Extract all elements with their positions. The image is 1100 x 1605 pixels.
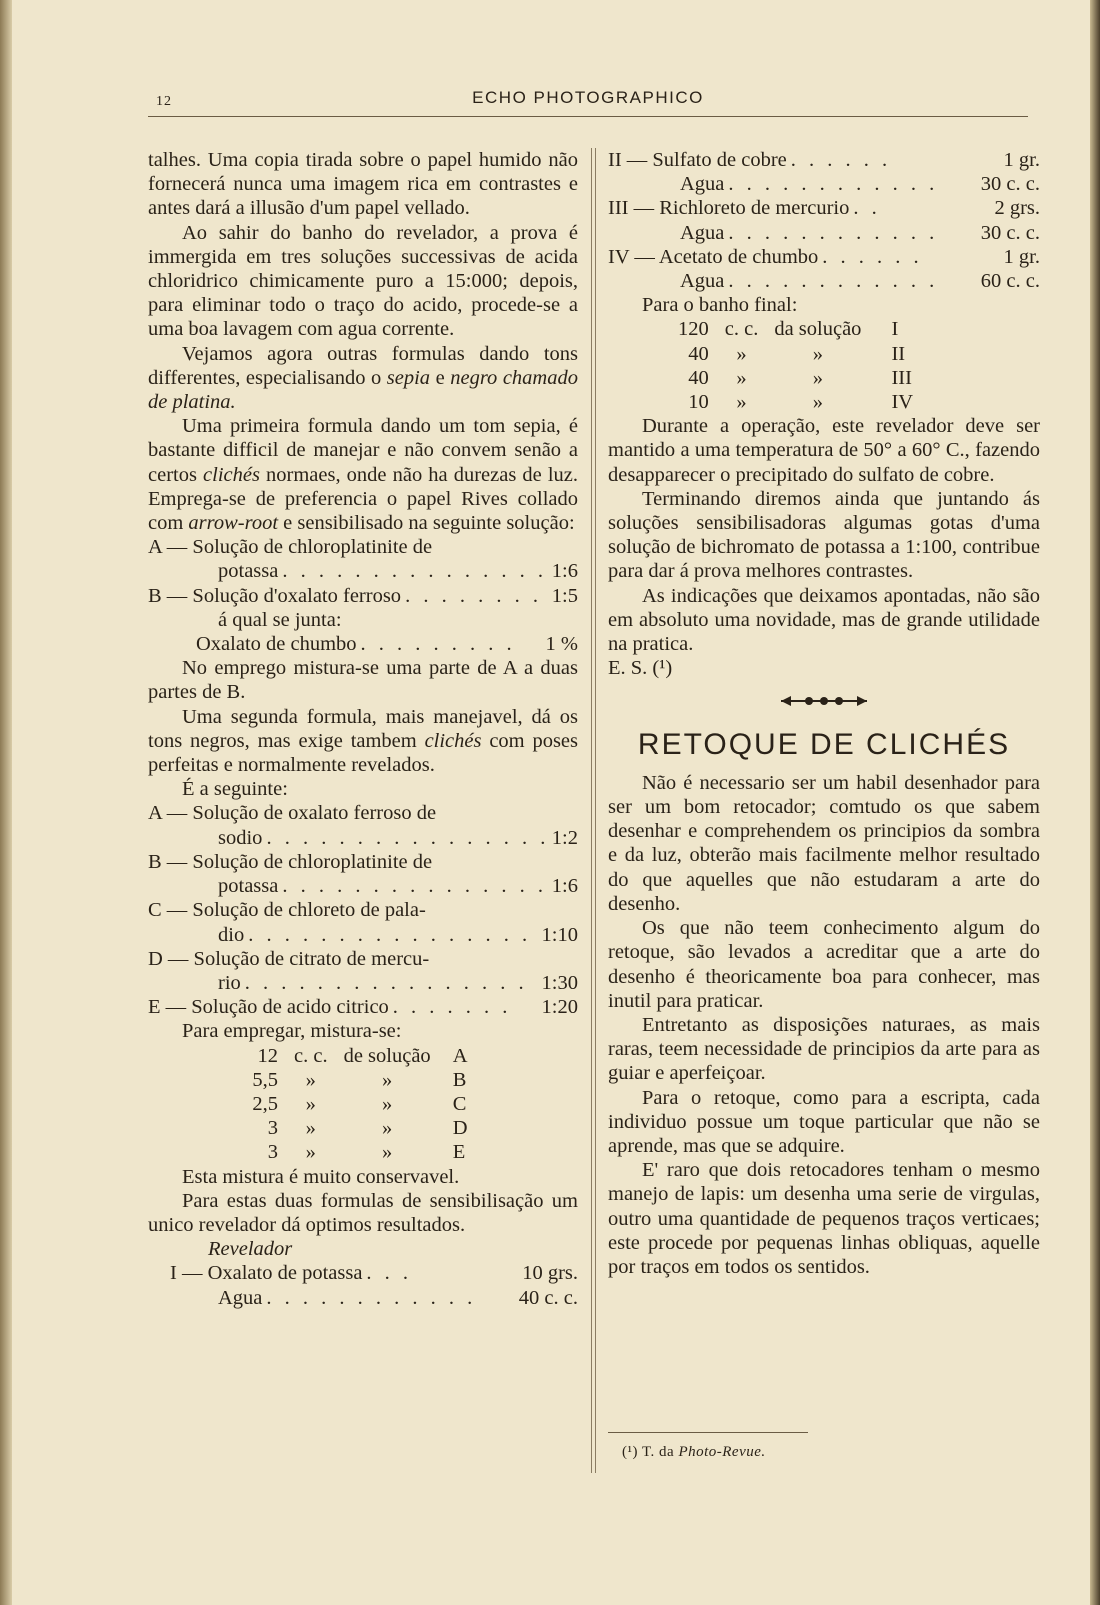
revelador-heading: Revelador (208, 1238, 293, 1261)
signature: E. S. (¹) (608, 657, 673, 680)
table-row: 120 c. c. da solução I (678, 318, 899, 341)
table-row: 2,5 » » C (252, 1092, 467, 1115)
page-header (148, 86, 1028, 116)
header-rule (148, 116, 1028, 117)
footnote: (¹) T. da Photo-Revue. (622, 1444, 766, 1460)
ornament-icon (779, 694, 869, 708)
page-edge-left (0, 0, 12, 1605)
paragraph: Ao sahir do banho do revelador, a prova é immergida em tres soluções successivas de acida chloridrico chimicamente puro a 15:000; depois, para eliminar todo o traço do acido, procede-se a uma boa lavagem com agua corrente. (148, 221, 578, 341)
page-edge-right (1090, 0, 1100, 1605)
table-row: 40 » » III (688, 366, 912, 389)
paragraph: Os que não teem conhecimento algum do retoque, são levados a acreditar que a arte do desenho é theoricamente boa para conhecer, mas inutil para praticar. (608, 917, 1040, 1012)
mix-table (236, 1044, 476, 1165)
table-row: 12 c. c. de solução A (257, 1044, 468, 1067)
formula-1: A — Solução de chloroplatinite de potassa . . . . . . . . . . . . . . . 1:6 B — Solução d'oxalato ferroso . . . . . . . . 1:5 á qual se junta: Oxalato de chumbo . . . . . . . . . 1 % (148, 536, 578, 656)
column-divider (591, 148, 596, 1473)
paragraph: Para o banho final: (642, 294, 798, 317)
paragraph: Uma segunda formula, mais manejavel, dá os tons negros, mas exige tambem clichés com poses perfeitas e normalmente revelados. (148, 705, 578, 777)
paragraph: Para estas duas formulas de sensibilisação um unico revelador dá optimos resultados. (148, 1189, 578, 1236)
paragraph: As indicações que deixamos apontadas, não são em absoluto uma novidade, mas de grande utilidade na pratica. (608, 584, 1040, 656)
footnote-rule (608, 1432, 808, 1433)
paragraph: Não é necessario ser um habil desenhador para ser um bom retocador; comtudo os que sabem desenhar e comprehendem os principios da sombra e da luz, obterão mais facilmente melhor resultado do que aquelles que não estudaram a arte do desenho. (608, 771, 1040, 915)
ornament-divider (608, 690, 1040, 714)
table-row: 5,5 » » B (252, 1068, 467, 1091)
table-row: 40 » » II (688, 342, 906, 365)
paragraph: Esta mistura é muito conservavel. (182, 1165, 460, 1188)
paragraph: No emprego mistura-se uma parte de A a duas partes de B. (148, 657, 578, 704)
paragraph: Para empregar, mistura-se: (182, 1020, 402, 1043)
paragraph: Vejamos agora outras formulas dando tons differentes, especialisando o sepia e negro chamado de platina. (148, 342, 578, 414)
paragraph: talhes. Uma copia tirada sobre o papel humido não fornecerá nunca uma imagem rica em contrastes e antes dará a illusão d'um papel vellado. (148, 149, 578, 220)
paragraph: Durante a operação, este revelador deve ser mantido a uma temperatura de 50° a 60° C., fazendo desapparecer o precipitado do sulfato de cobre. (608, 415, 1040, 486)
bath-table (670, 317, 921, 414)
paragraph: Terminando diremos ainda que juntando ás soluções sensibilisadoras algumas gotas d'uma solução de bichromato de potassa a 1:100, contribue para dar á prova melhores contrastes. (608, 487, 1040, 583)
left-column (148, 148, 578, 1310)
table-row: 10 » » IV (688, 391, 914, 414)
table-row: 3 » » D (267, 1117, 468, 1140)
right-column (608, 148, 1040, 1279)
paragraph: É a seguinte: (182, 778, 288, 801)
formula-2: A — Solução de oxalato ferroso de sodio . . . . . . . . . . . . . . . . 1:2 B — Solução de chloroplatinite de potassa . . . . . . . . . . . . . . . 1:6 C — Solução de chloreto de pala- dio . . . . . . . . . . . . . . . . 1:10 D — Solução de citrato de mercu- rio . . . . . . . . . . . . . . . . 1:30 E — Solução de acido citrico . . . . . . . 1:20 (148, 802, 578, 1019)
revelador-formula-1: I — Oxalato de potassa . . . 10 grs. Agua . . . . . . . . . . . . 40 c. c. (170, 1262, 578, 1309)
paragraph: E' raro que dois retocadores tenham o mesmo manejo de lapis: um desenha uma serie de virgulas, outro uma quantidade de pequenos traços verticaes; este procede por pequenas linhas obliquas, aquelle por traços em todos os sentidos. (608, 1159, 1040, 1278)
table-row: 3 » » E (267, 1141, 466, 1164)
section-title: RETOQUE DE CLICHÉS (637, 727, 1011, 761)
running-title: ECHO PHOTOGRAPHICO (472, 88, 704, 107)
revelador-formulas: II — Sulfato de cobre . . . . . . 1 gr. Agua . . . . . . . . . . . . 30 c. c. III — Richloreto de mercurio . . 2 grs. Agua . . . . . . . . . . . . 30 c. c. IV — Acetato de chumbo . . . . . . 1 gr. Agua . . . . . . . . . . . . 60 c. c. (608, 149, 1040, 293)
paragraph: Entretanto as disposições naturaes, as mais raras, teem necessidade de principios da arte para as guiar e aperfeiçoar. (608, 1013, 1040, 1085)
paragraph: Uma primeira formula dando um tom sepia, é bastante difficil de manejar e não convem senão a certos clichés normaes, onde não ha durezas de luz. Emprega-se de preferencia o papel Rives collado com arrow-root e sensibilisado na seguinte solução: (148, 415, 578, 535)
page-number: 12 (156, 94, 172, 109)
paragraph: Para o retoque, como para a escripta, cada individuo possue um toque particular que não se aprende, mas que se adquire. (608, 1086, 1040, 1157)
